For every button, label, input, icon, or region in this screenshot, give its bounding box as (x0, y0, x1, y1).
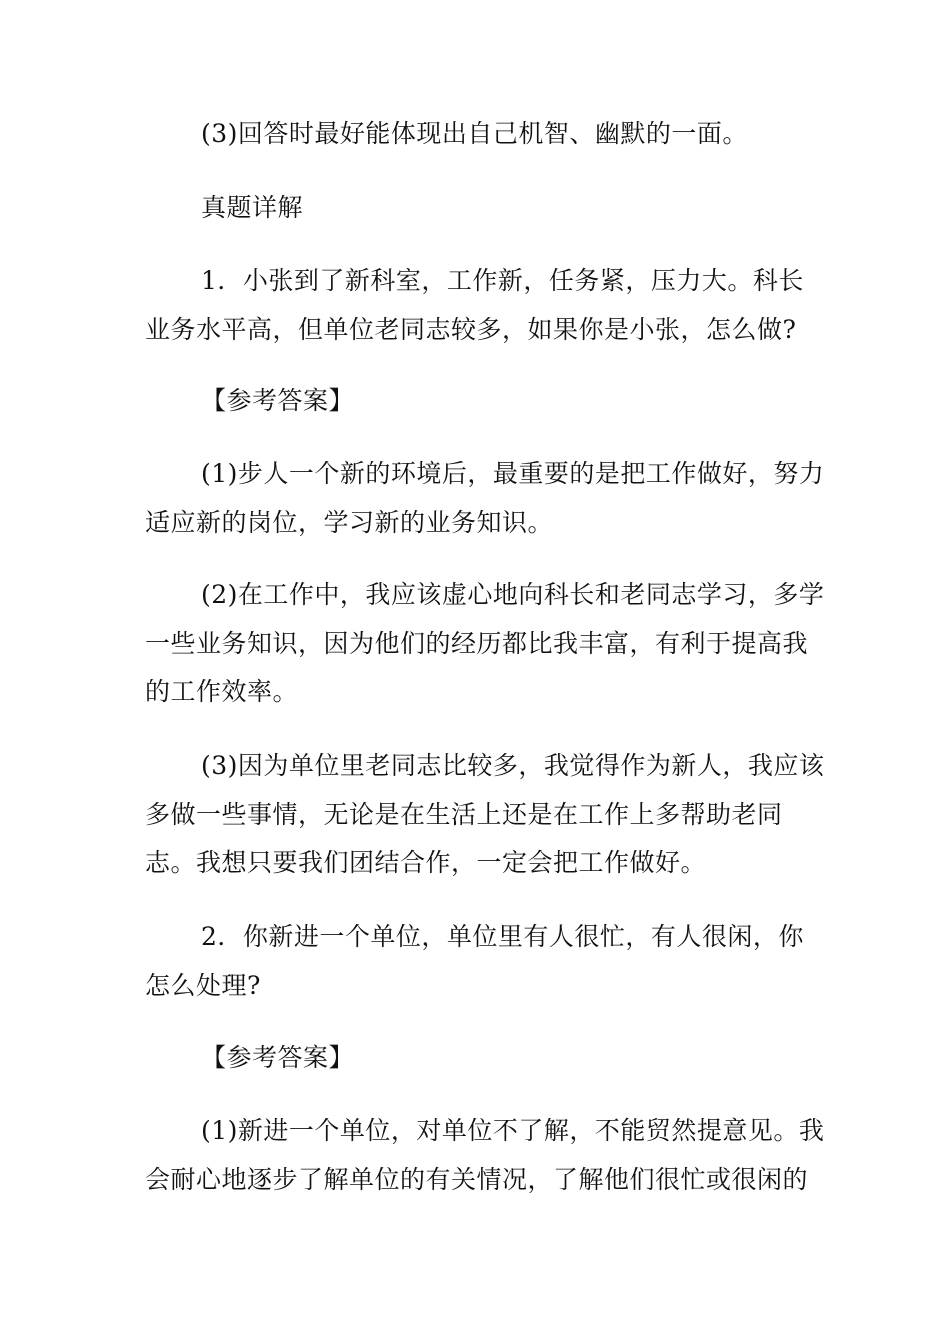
paragraph-tip-3: (3)回答时最好能体现出自己机智、幽默的一面。 (201, 119, 748, 148)
question-1-line-1: 1．小张到了新科室，工作新，任务紧，压力大。科长 (201, 266, 804, 295)
question-2-line-1: 2．你新进一个单位，单位里有人很忙，有人很闲，你 (201, 922, 804, 951)
answer-1-item-3-line-1: (3)因为单位里老同志比较多，我觉得作为新人，我应该 (201, 751, 825, 780)
answer-1-item-2-line-2: 一些业务知识，因为他们的经历都比我丰富，有利于提高我 (145, 629, 809, 658)
answer-1-item-2-line-3: 的工作效率。 (145, 677, 299, 706)
section-heading: 真题详解 (201, 193, 304, 222)
answer-1-label: 【参考答案】 (201, 386, 355, 415)
answer-2-item-1-line-2: 会耐心地逐步了解单位的有关情况，了解他们很忙或很闲的 (145, 1165, 809, 1194)
question-1-line-2: 业务水平高，但单位老同志较多，如果你是小张，怎么做? (145, 315, 797, 344)
answer-1-item-1-line-2: 适应新的岗位，学习新的业务知识。 (145, 508, 554, 537)
answer-2-label: 【参考答案】 (201, 1043, 355, 1072)
answer-1-item-3-line-2: 多做一些事情，无论是在生活上还是在工作上多帮助老同 (145, 800, 783, 829)
answer-2-item-1-line-1: (1)新进一个单位，对单位不了解，不能贸然提意见。我 (201, 1116, 825, 1145)
question-2-line-2: 怎么处理? (145, 971, 261, 1000)
answer-1-item-3-line-3: 志。我想只要我们团结合作，一定会把工作做好。 (145, 848, 707, 877)
answer-1-item-1-line-1: (1)步人一个新的环境后，最重要的是把工作做好，努力 (201, 459, 825, 488)
answer-1-item-2-line-1: (2)在工作中，我应该虚心地向科长和老同志学习，多学 (201, 580, 825, 609)
